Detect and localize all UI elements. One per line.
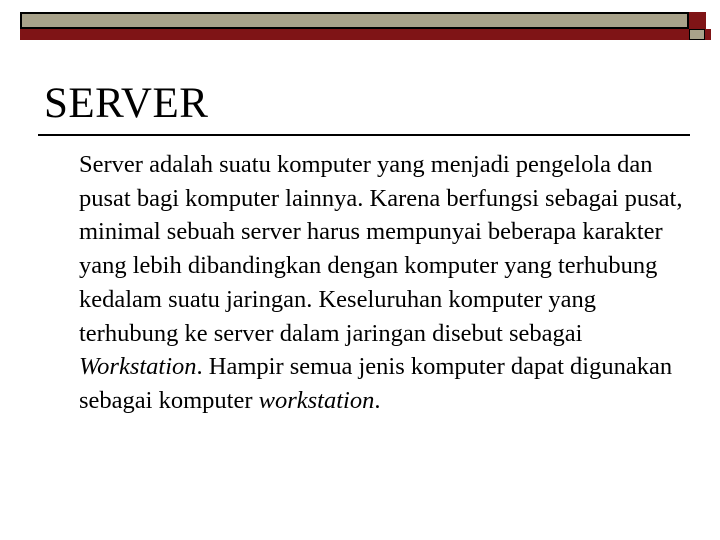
title-divider <box>38 134 690 136</box>
body-text-italic-workstation-lower: workstation <box>258 386 375 414</box>
header-decoration-band <box>20 29 711 40</box>
header-corner-square <box>689 12 706 29</box>
slide-title: SERVER <box>44 80 209 127</box>
slide-body-paragraph <box>79 148 699 418</box>
header-corner-outline <box>689 29 705 40</box>
body-text-part-1: Server adalah suatu komputer yang menjadi pengelola dan pusat bagi komputer lainnya. Karena berfungsi sebagai pusat, minimal sebuah server harus mempunyai beberapa karakter yang lebih dibandingkan dengan komputer yang terhubung kedalam suatu jaringan. Keseluruhan komputer yang terhubung ke server dalam jaringan disebut sebagai <box>79 151 683 347</box>
body-text-part-3: . <box>374 386 381 414</box>
body-text-italic-workstation: Workstation <box>79 353 197 381</box>
body-text-part-2: . Hampir semua jenis komputer dapat digunakan sebagai komputer <box>79 353 673 414</box>
header-decoration-bar <box>20 12 689 29</box>
